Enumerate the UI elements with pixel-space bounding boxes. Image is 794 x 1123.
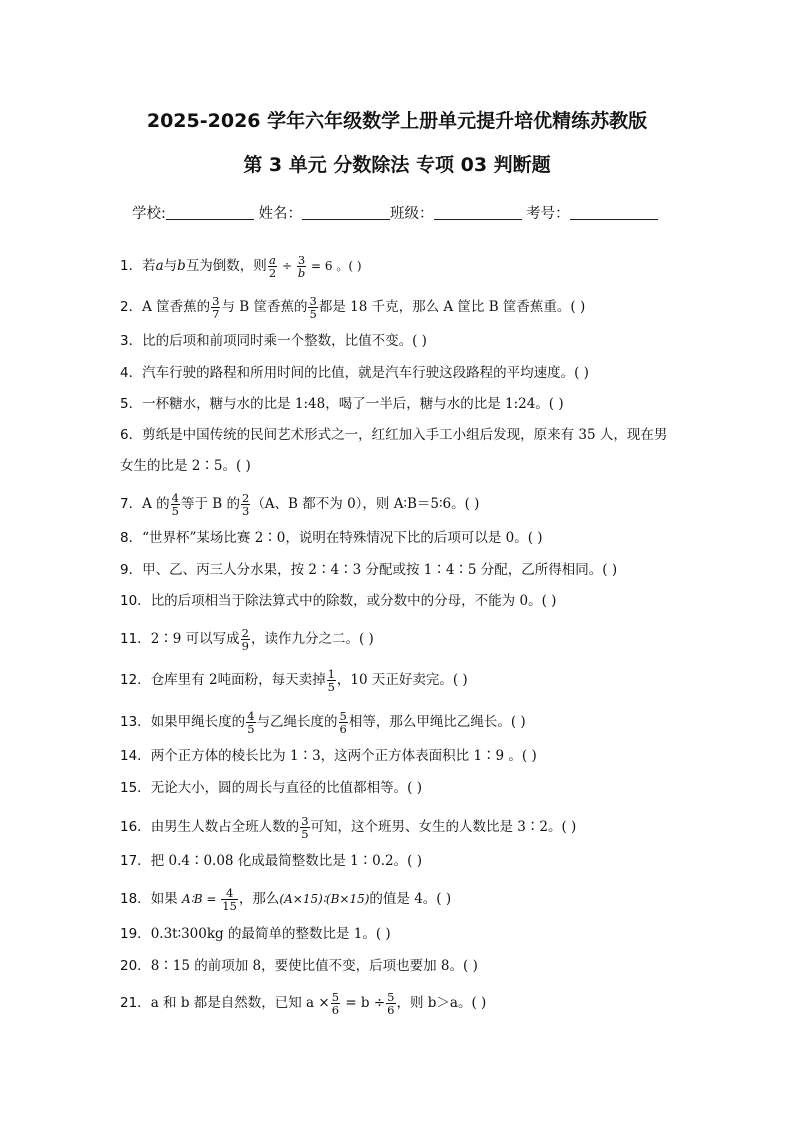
question-5: 5．一杯糖水，糖与水的比是 1:48，喝了一半后，糖与水的比是 1:24。( ) [120,396,564,412]
question-7: 7．A 的 $\frac{4}{5}$ 等于 B 的 $\frac{2}{3}$ （A、B 都不为 0），则 A∶B＝5∶6。( ) [120,491,480,518]
fraction: $\frac{a}{2}$ [268,253,277,280]
question-21: 21．a 和 b 都是自然数，已知 a × $\frac{5}{6}$ = b ÷ $\frac{5}{6}$ ，则 b＞a。( ) [120,990,487,1017]
fraction: $\frac{5}{6}$ [331,990,340,1017]
fraction: $\frac{2}{3}$ [241,491,250,518]
school-label: 学校: [132,206,166,222]
fraction: $\frac{5}{6}$ [387,990,395,1017]
question-1: 1．若a与b互为倒数，则 $\frac{a}{2}$ ÷ $\frac{3}{b}$ = 6 。( ) [120,253,362,280]
class-blank[interactable] [434,205,522,220]
fraction: $\frac{1}{5}$ [327,667,335,694]
name-blank[interactable] [302,205,390,220]
question-16: 16．由男生人数占全班人数的 $\frac{3}{5}$ 可知，这个班男、女生的人数比是 3∶2。( ) [120,814,577,841]
question-11: 11．2∶9 可以写成 $\frac{2}{9}$ ，读作九分之二。( ) [120,626,374,653]
exam-no-blank[interactable] [570,205,658,220]
question-6: 6．剪纸是中国传统的民间艺术形式之一，红红加入手工小组后发现，原来有 35 人，现在男 [120,427,668,443]
fraction: $\frac{4}{5}$ [171,491,179,518]
question-9: 9．甲、乙、丙三人分水果，按 2∶4∶3 分配或按 1∶4∶5 分配，乙所得相同。( ) [120,562,618,578]
class-label: 班级： [390,206,434,222]
question-10: 10．比的后项相当于除法算式中的除数，或分数中的分母，不能为 0。( ) [120,593,557,609]
fraction: $\frac{3}{b}$ [297,253,306,280]
question-2: 2．A 筐香蕉的 $\frac{3}{7}$ 与 B 筐香蕉的 $\frac{3}{5}$ 都是 18 千克，那么 A 筐比 B 筐香蕉重。( ) [120,294,586,321]
exam-no-label: 考号： [526,206,570,222]
fraction: $\frac{4}{15}$ [222,886,237,913]
fraction: $\frac{3}{5}$ [309,294,317,321]
question-12: 12．仓库里有 2吨面粉，每天卖掉 $\frac{1}{5}$ ，10 天正好卖完。( ) [120,667,468,694]
question-15: 15．无论大小，圆的周长与直径的比值都相等。( ) [120,780,423,796]
school-blank[interactable] [166,205,254,220]
question-19: 19．0.3t∶300kg 的最简单的整数比是 1。( ) [120,926,391,942]
fraction: $\frac{3}{7}$ [212,294,220,321]
question-3: 3．比的后项和前项同时乘一个整数，比值不变。( ) [120,333,427,349]
question-17: 17．把 0.4∶0.08 化成最简整数比是 1∶0.2。( ) [120,853,422,869]
fraction: $\frac{5}{6}$ [339,709,347,736]
question-13: 13．如果甲绳长度的 $\frac{4}{5}$ 与乙绳长度的 $\frac{5}{6}$ 相等，那么甲绳比乙绳长。( ) [120,709,526,736]
question-20: 20．8∶15 的前项加 8，要使比值不变，后项也要加 8。( ) [120,958,478,974]
question-18: 18．如果 A∶B = $\frac{4}{15}$ ，那么(A×15)∶(B×15)的值是 4。( ) [120,886,452,913]
question-6-cont: 女生的比是 2∶5。( ) [120,458,251,474]
question-14: 14．两个正方体的棱长比为 1∶3，这两个正方体表面积比 1∶9 。( ) [120,748,537,764]
student-info-line [132,202,658,223]
page-subtitle: 第 3 单元 分数除法 专项 03 判断题 [243,154,551,176]
name-label: 姓名： [258,206,302,222]
fraction: $\frac{4}{5}$ [247,709,255,736]
page-title: 2025-2026 学年六年级数学上册单元提升培优精练苏教版 [146,110,648,132]
question-4: 4．汽车行驶的路程和所用时间的比值，就是汽车行驶这段路程的平均速度。( ) [120,365,589,381]
question-8: 8．“世界杯”某场比赛 2∶0，说明在特殊情况下比的后项可以是 0。( ) [120,530,543,546]
fraction: $\frac{2}{9}$ [241,626,249,653]
fraction: $\frac{3}{5}$ [301,814,309,841]
